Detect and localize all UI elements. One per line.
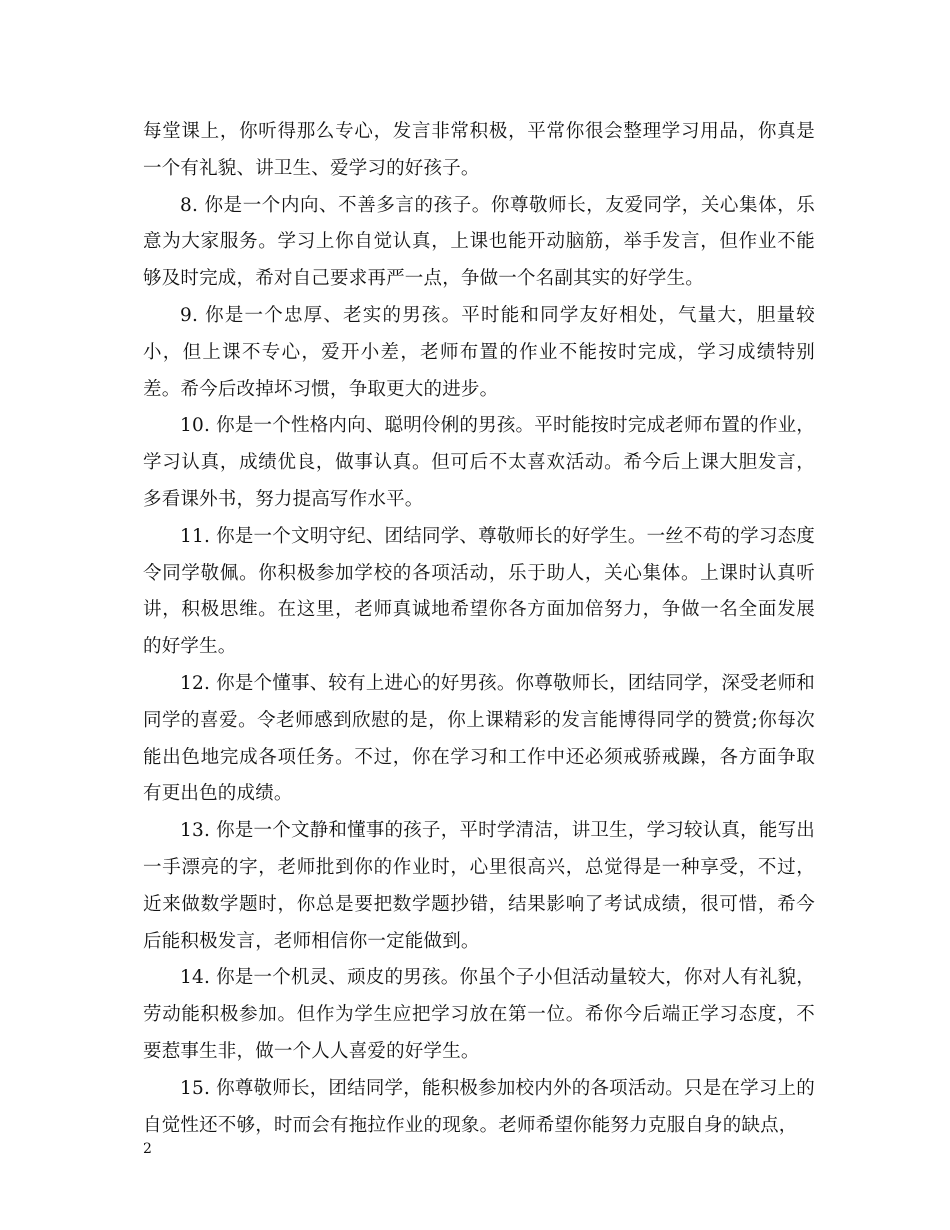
paragraph-comment-12: 12. 你是个懂事、较有上进心的好男孩。你尊敬师长，团结同学，深受老师和同学的喜爱。令老师感到欣慰的是，你上课精彩的发言能博得同学的赞赏;你每次能出色地完成各项任务。不过，你在学习和工作中还必须戒骄戒躁，各方面争取有更出色的成绩。 — [143, 672, 815, 805]
page-body — [143, 114, 815, 1144]
paragraph-comment-15: 15. 你尊敬师长，团结同学，能积极参加校内外的各项活动。只是在学习上的自觉性还不够，时而会有拖拉作业的现象。老师希望你能努力克服自身的缺点， — [143, 1077, 815, 1136]
paragraph-comment-9: 9. 你是一个忠厚、老实的男孩。平时能和同学友好相处，气量大，胆量较小，但上课不专心，爱开小差，老师布置的作业不能按时完成，学习成绩特别差。希今后改掉坏习惯，争取更大的进步。 — [143, 304, 815, 400]
paragraph-comment-11: 11. 你是一个文明守纪、团结同学、尊敬师长的好学生。一丝不苟的学习态度令同学敬佩。你积极参加学校的各项活动，乐于助人，关心集体。上课时认真听讲，积极思维。在这里，老师真诚地希望你各方面加倍努力，争做一名全面发展的好学生。 — [143, 525, 815, 658]
paragraph-comment-13: 13. 你是一个文静和懂事的孩子，平时学清洁，讲卫生，学习较认真，能写出一手漂亮的字，老师批到你的作业时，心里很高兴，总觉得是一种享受，不过，近来做数学题时，你总是要把数学题抄错，结果影响了考试成绩，很可惜，希今后能积极发言，老师相信你一定能做到。 — [143, 820, 815, 952]
paragraph-comment-8: 8. 你是一个内向、不善多言的孩子。你尊敬师长，友爱同学，关心集体，乐意为大家服务。学习上你自觉认真，上课也能开动脑筋，举手发言，但作业不能够及时完成，希对自己要求再严一点，争做一个名副其实的好学生。 — [143, 194, 815, 290]
paragraph-comment-14: 14. 你是一个机灵、顽皮的男孩。你虽个子小但活动量较大，你对人有礼貌，劳动能积极参加。但作为学生应把学习放在第一位。希你今后端正学习态度，不要惹事生非，做一个人人喜爱的好学生。 — [143, 967, 815, 1062]
paragraph-continuation: 每堂课上，你听得那么专心，发言非常积极，平常你很会整理学习用品，你真是一个有礼貌、讲卫生、爱学习的好孩子。 — [143, 121, 815, 179]
paragraph-comment-10: 10. 你是一个性格内向、聪明伶俐的男孩。平时能按时完成老师布置的作业，学习认真，成绩优良，做事认真。但可后不太喜欢活动。希今后上课大胆发言，多看课外书，努力提高写作水平。 — [143, 415, 815, 510]
page-number: 2 — [143, 1141, 152, 1157]
